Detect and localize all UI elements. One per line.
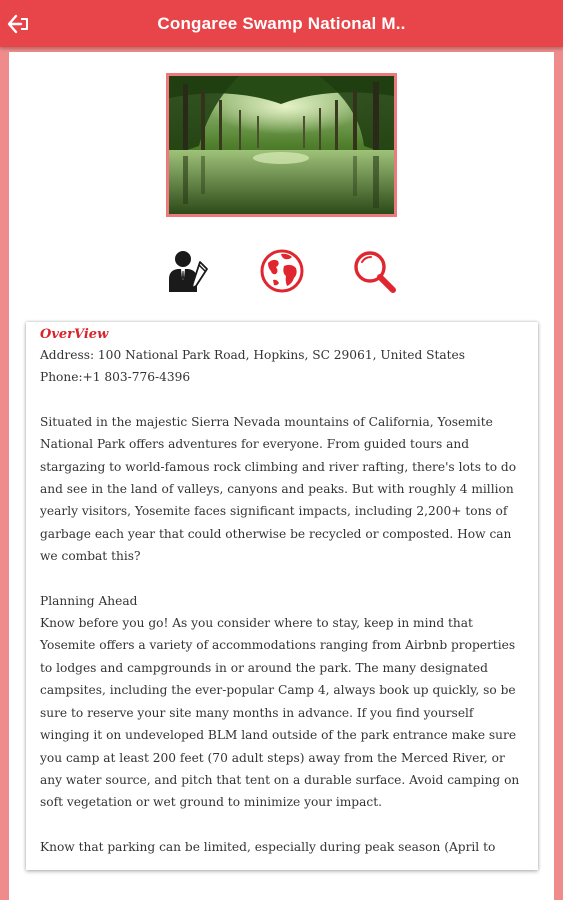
intro-paragraph: Situated in the majestic Sierra Nevada mountains of California, Yosemite National Park offers adventures for everyone. From guided tours and stargazing to world-famous rock climbing and river rafting, there's lots to do and see in the land of valleys, canyons and peaks. But with roughly 4 million yearly visitors, Yosemite faces significant impacts, including 2,200+ tons of garbage each year that could otherwise be recycled or composted. How can we combat this? [40,414,517,564]
content-panel [9,52,554,900]
search-button[interactable] [350,247,398,295]
search-icon [351,248,397,294]
app-bar [0,0,563,47]
overview-card [26,322,538,870]
address-text: Address: 100 National Park Road, Hopkins, SC 29061, United States [40,348,466,362]
globe-icon [259,248,305,294]
section-heading: Planning Ahead [40,593,138,608]
planning-paragraph: Know before you go! As you consider where to stay, keep in mind that Yosemite offers a variety of accommodations ranging from Airbnb properties to lodges and campgrounds in or around the park. The many designated campsites, including the ever-popular Camp 4, always book up quickly, so be sure to reserve your site many months in advance. If you find yourself winging it on undeveloped BLM land outside of the park entrance make sure you camp at least 200 feet (70 adult steps) away from the Merced River, or any water source, and pitch that tent on a durable surface. Avoid camping on soft vegetation or wet ground to minimize your impact. [40,616,520,810]
park-photo [166,73,397,217]
contact-button[interactable] [165,247,213,295]
phone-text[interactable]: Phone:+1 803-776-4396 [40,370,191,385]
action-bar [9,247,554,295]
overview-heading: OverView [40,327,109,342]
parking-paragraph: Know that parking can be limited, especially during peak season (April to [40,839,496,854]
swamp-image [169,76,394,214]
contact-person-icon [166,248,212,294]
page-title: Congaree Swamp National M.. [157,14,406,33]
website-button[interactable] [258,247,306,295]
